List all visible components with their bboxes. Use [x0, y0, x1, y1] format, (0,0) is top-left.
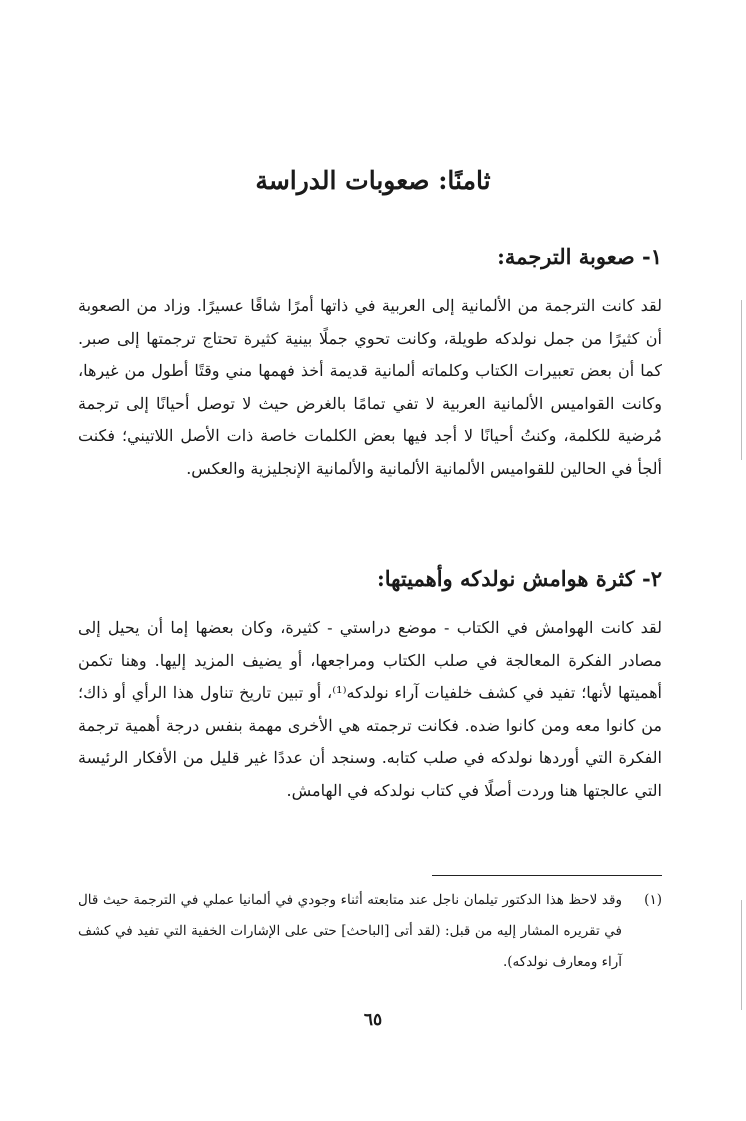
- section-title-translation-difficulty: ١- صعوبة الترجمة:: [497, 244, 662, 269]
- footnote-separator: [432, 875, 662, 876]
- chapter-section-heading: ثامنًا: صعوبات الدراسة: [255, 166, 491, 195]
- paragraph-translation-difficulty: لقد كانت الترجمة من الألمانية إلى العربية في ذاتها أمرًا شاقًا عسيرًا. وزاد من الصعوبة أن كثيرًا من جمل نولدكه طويلة، وكانت تحوي جملًا بينية كثيرة تحتاج ترجمتها إلى صبر. كما أن بعض تعبيرات الكتاب وكلماته ألمانية قديمة أخذ فهمها مني وقتًا أطول من غيرها، وكانت القواميس الألمانية العربية لا تفي تمامًا بالغرض حيث لا توصل أحيانًا إلى ترجمة مُرضية للكلمة، وكنتُ أحيانًا لا أجد فيها بعض الكلمات خاصة ذات الأصل اللاتيني؛ فكنت ألجأ في الحالين للقواميس الألمانية الألمانية والألمانية الإنجليزية والعكس.: [78, 296, 663, 478]
- scan-edge-mark: [741, 900, 742, 1010]
- footnote-text: وقد لاحظ هذا الدكتور تيلمان ناجل عند متابعته أثناء وجودي في ألمانيا عملي في الترجمة حيث قال في تقريره المشار إليه من قبل: (لقد أتى [الباحث] حتى على الإشارات الخفية التي تفيد في كشف آراء ومعارف نولدكه).: [78, 892, 622, 970]
- footnote-marker: (١): [644, 892, 662, 908]
- paragraph-footnotes-importance: لقد كانت الهوامش في الكتاب - موضع دراستي - كثيرة، وكان بعضها إما أن يحيل إلى مصادر الفكرة المعالجة في صلب الكتاب ومراجعها، أو يضيف المزيد إليها. وهنا تكمن أهميتها لأنها؛ تفيد في كشف خلفيات آراء نولدكه⁽¹⁾، أو تبين تاريخ تناول هذا الرأي أو ذاك؛ من كانوا معه ومن كانوا ضده. فكانت ترجمته هي الأخرى مهمة بنفس درجة أهمية ترجمة الفكرة التي أوردها نولدكه في صلب كتابه. وسنجد أن عددًا غير قليل من الأفكار الرئيسة التي عالجتها هنا وردت أصلًا في كتاب نولدكه في الهامش.: [78, 618, 662, 800]
- scan-edge-mark: [741, 300, 742, 460]
- footnote: [78, 885, 662, 978]
- page-number: ٦٥: [363, 1010, 383, 1030]
- section-title-footnotes-importance: ٢- كثرة هوامش نولدكه وأهميتها:: [376, 566, 662, 591]
